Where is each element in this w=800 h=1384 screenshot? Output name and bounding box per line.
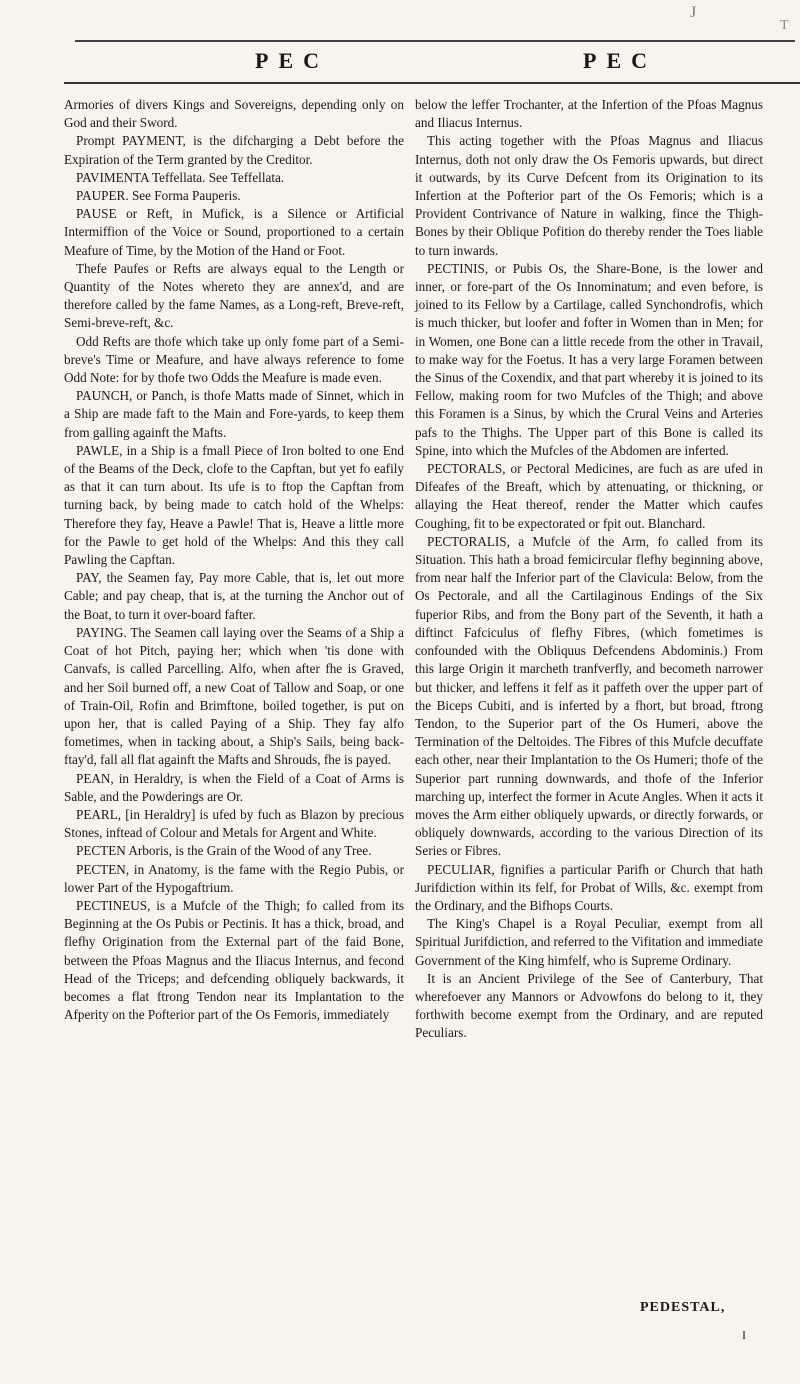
paragraph: It is an Ancient Privilege of the See of Canterbury, That wherefoever any Mannors or Advowfons do belong to it, they forthwith become exempt from the Ordinary, and are reputed Peculiars. bbox=[415, 970, 763, 1041]
paragraph: Odd Refts are thofe which take up only fome part of a Semi-breve's Time or Meafure, and have always reference to fome Odd Note: for by thofe two Odds the Meafure is made even. bbox=[64, 333, 404, 386]
running-head-left: PEC bbox=[255, 48, 329, 73]
header-rule bbox=[64, 82, 800, 84]
paragraph: Armories of divers Kings and Sovereigns, depending only on God and their Sword. bbox=[64, 97, 404, 131]
right-column bbox=[415, 96, 763, 1043]
margin-mark: J bbox=[690, 4, 697, 21]
paragraph: PECTINEUS, is a Mufcle of the Thigh; fo called from its Beginning at the Os Pubis or Pectinis. It has a thick, broad, and flefhy Origination from the External part of the faid Bone, between the Pfoas Magnus and the Iliacus Internus, and fecond Head of the Triceps; and defcending obliquely backwards, it becomes a flat ftrong Tendon near its Implantation to the Afperity on the Pofterior part of the Os Femoris, immediately bbox=[64, 897, 404, 1023]
left-column bbox=[64, 96, 404, 1024]
paragraph: PECTORALIS, a Mufcle of the Arm, fo called from its Situation. This hath a broad femicircular flefhy beginning above, from near half the Inferior part of the Clavicula: Below, from the Os Pectorale, and all the Cartilaginous Endings of the Six fuperior Ribs, and from the Bony part of the Seventh, it hath a diftinct Fafciculus of flefhy Fibres, (which fometimes is confounded with the Obliquus Defcendens Abdominis.) From this large Origin it marcheth tranfverfly, and becometh narrower but thicker, and leffens it felf as it paffeth over the upper part of the Biceps Cubiti, and is inferted by a fhort, but broad, ftrong Tendon, to the Superior part of the Os Humeri, above the Termination of the Deltoides. The Fibres of this Mufcle decuffate each other, near their Implantation to the Os Humeri; thofe of the Superior part running downwards, and thofe of the Inferior marching up, interfect the former in Acute Angles. When it acts it moves the Arm either obliquely upwards, or directly forwards, or obliquely downwards, according to the various Direction of its Series or Fibres. bbox=[415, 533, 763, 859]
paragraph: PECTINIS, or Pubis Os, the Share-Bone, is the lower and inner, or fore-part of the Os Innominatum; and even before, is joined to its Fellow by a Cartilage, called Synchondrofis, which is much thicker, but loofer and fofter in Women than in Men; for in Women, one Bone can a little recede from the other in Travail, to make way for the Foetus. It has a very large Foramen between the Sinus of the Coxendix, and that part whereby it is joined to its Fellow, making room for two Mufcles of the Thigh; and above this Foramen is a Sinus, by which the Crural Veins and Arteries pafs to the Thighs. The Upper part of this Bone is called its Spine, into which the Mufcles of the Abdomen are inferted. bbox=[415, 260, 763, 458]
top-rule bbox=[75, 40, 795, 42]
paragraph: PECTEN, in Anatomy, is the fame with the Regio Pubis, or lower Part of the Hypogaftrium. bbox=[64, 861, 404, 895]
catchword: PEDESTAL, bbox=[640, 1300, 726, 1315]
paragraph: PAWLE, in a Ship is a fmall Piece of Iron bolted to one End of the Beams of the Deck, clofe to the Capftan, but yet fo eafily as that it can turn about. Its ufe is to ftop the Capftan from turning back, by being made to catch hold of the Whelps: Therefore they fay, Heave a Pawle! That is, Heave a little more for the Pawle to get hold of the Whelps: And this they call Pawling the Capftan. bbox=[64, 442, 404, 568]
paragraph: PECULIAR, fignifies a particular Parifh or Church that hath Jurifdiction within its felf, for Probat of Wills, &c. exempt from the Ordinary, and the Bifhops Courts. bbox=[415, 861, 763, 913]
paragraph: Prompt PAYMENT, is the difcharging a Debt before the Expiration of the Term granted by the Creditor. bbox=[64, 133, 404, 167]
paragraph: PAUNCH, or Panch, is thofe Matts made of Sinnet, which in a Ship are made faft to the Main and Fore-yards, to keep them from galling againft the Mafts. bbox=[64, 388, 404, 440]
paragraph: PAUPER. See Forma Pauperis. bbox=[76, 188, 241, 204]
paragraph: PEAN, in Heraldry, is when the Field of a Coat of Arms is Sable, and the Powderings are Or. bbox=[64, 770, 404, 804]
paragraph: PEARL, [in Heraldry] is ufed by fuch as Blazon by precious Stones, inftead of Colour and Metals for Argent and White. bbox=[64, 806, 404, 841]
paragraph: Thefe Paufes or Refts are always equal to the Length or Quantity of the Notes whereto they are annex'd, and are therefore called by the fame Names, as a Long-reft, Breve-reft, Semi-breve-reft, &c. bbox=[64, 260, 404, 331]
margin-mark-right: T bbox=[780, 18, 789, 33]
paragraph: PAYING. The Seamen call laying over the Seams of a Ship a Coat of hot Pitch, paying her; which when 'tis done with Canvafs, is called Parcelling. Alfo, when after fhe is Graved, and her Soil burned off, a new Coat of Tallow and Soap, or one of Train-Oil, Rofin and Brimftone, boiled together, is put on upon her, that is called Paying of a Ship. They fay alfo fometimes, when in tacking about, a Ship's Sails, being back-ftay'd, fall all flat againft the Mafts and Shrouds, fhe is payed. bbox=[64, 624, 404, 768]
paragraph: PECTORALS, or Pectoral Medicines, are fuch as are ufed in Difeafes of the Breaft, which by attenuating, or thickning, or allaying the Heat thereof, render the Matter which caufes Coughing, fit to be expectorated or fpit out. Blanchard. bbox=[415, 461, 763, 531]
running-head-right: PEC bbox=[583, 48, 657, 73]
paragraph: The King's Chapel is a Royal Peculiar, exempt from all Spiritual Jurifdiction, and referred to the Vifitation and immediate Government of the King himfelf, who is Supreme Ordinary. bbox=[415, 916, 763, 968]
paragraph: PAUSE or Reft, in Mufick, is a Silence or Artificial Intermiffion of the Voice or Sound, proportioned to a certain Meafure of Time, by the Motion of the Hand or Foot. bbox=[64, 206, 404, 258]
paragraph: PAVIMENTA Teffellata. See Teffellata. bbox=[76, 169, 285, 185]
paragraph: below the leffer Trochanter, at the Infertion of the Pfoas Magnus and Iliacus Internus. bbox=[415, 97, 763, 131]
paragraph: PECTEN Arboris, is the Grain of the Wood of any Tree. bbox=[76, 843, 372, 859]
paragraph: PAY, the Seamen fay, Pay more Cable, that is, let out more Cable; and pay cheap, that is, at the turning the Anchor out of the Boat, to turn it over-board fafter. bbox=[64, 570, 404, 622]
signature-mark: I bbox=[742, 1328, 746, 1342]
paragraph: This acting together with the Pfoas Magnus and Iliacus Internus, doth not only draw the Os Femoris upwards, but direct it outwards, by its Curve Defcent from its Origination to its Infertion at the Pofterior part of the Os Femoris; which is a Provident Contrivance of Nature in walking, fince the Thigh-Bones by their Oblique Pofition do thereby render the Toes liable to turn inwards. bbox=[415, 133, 763, 258]
